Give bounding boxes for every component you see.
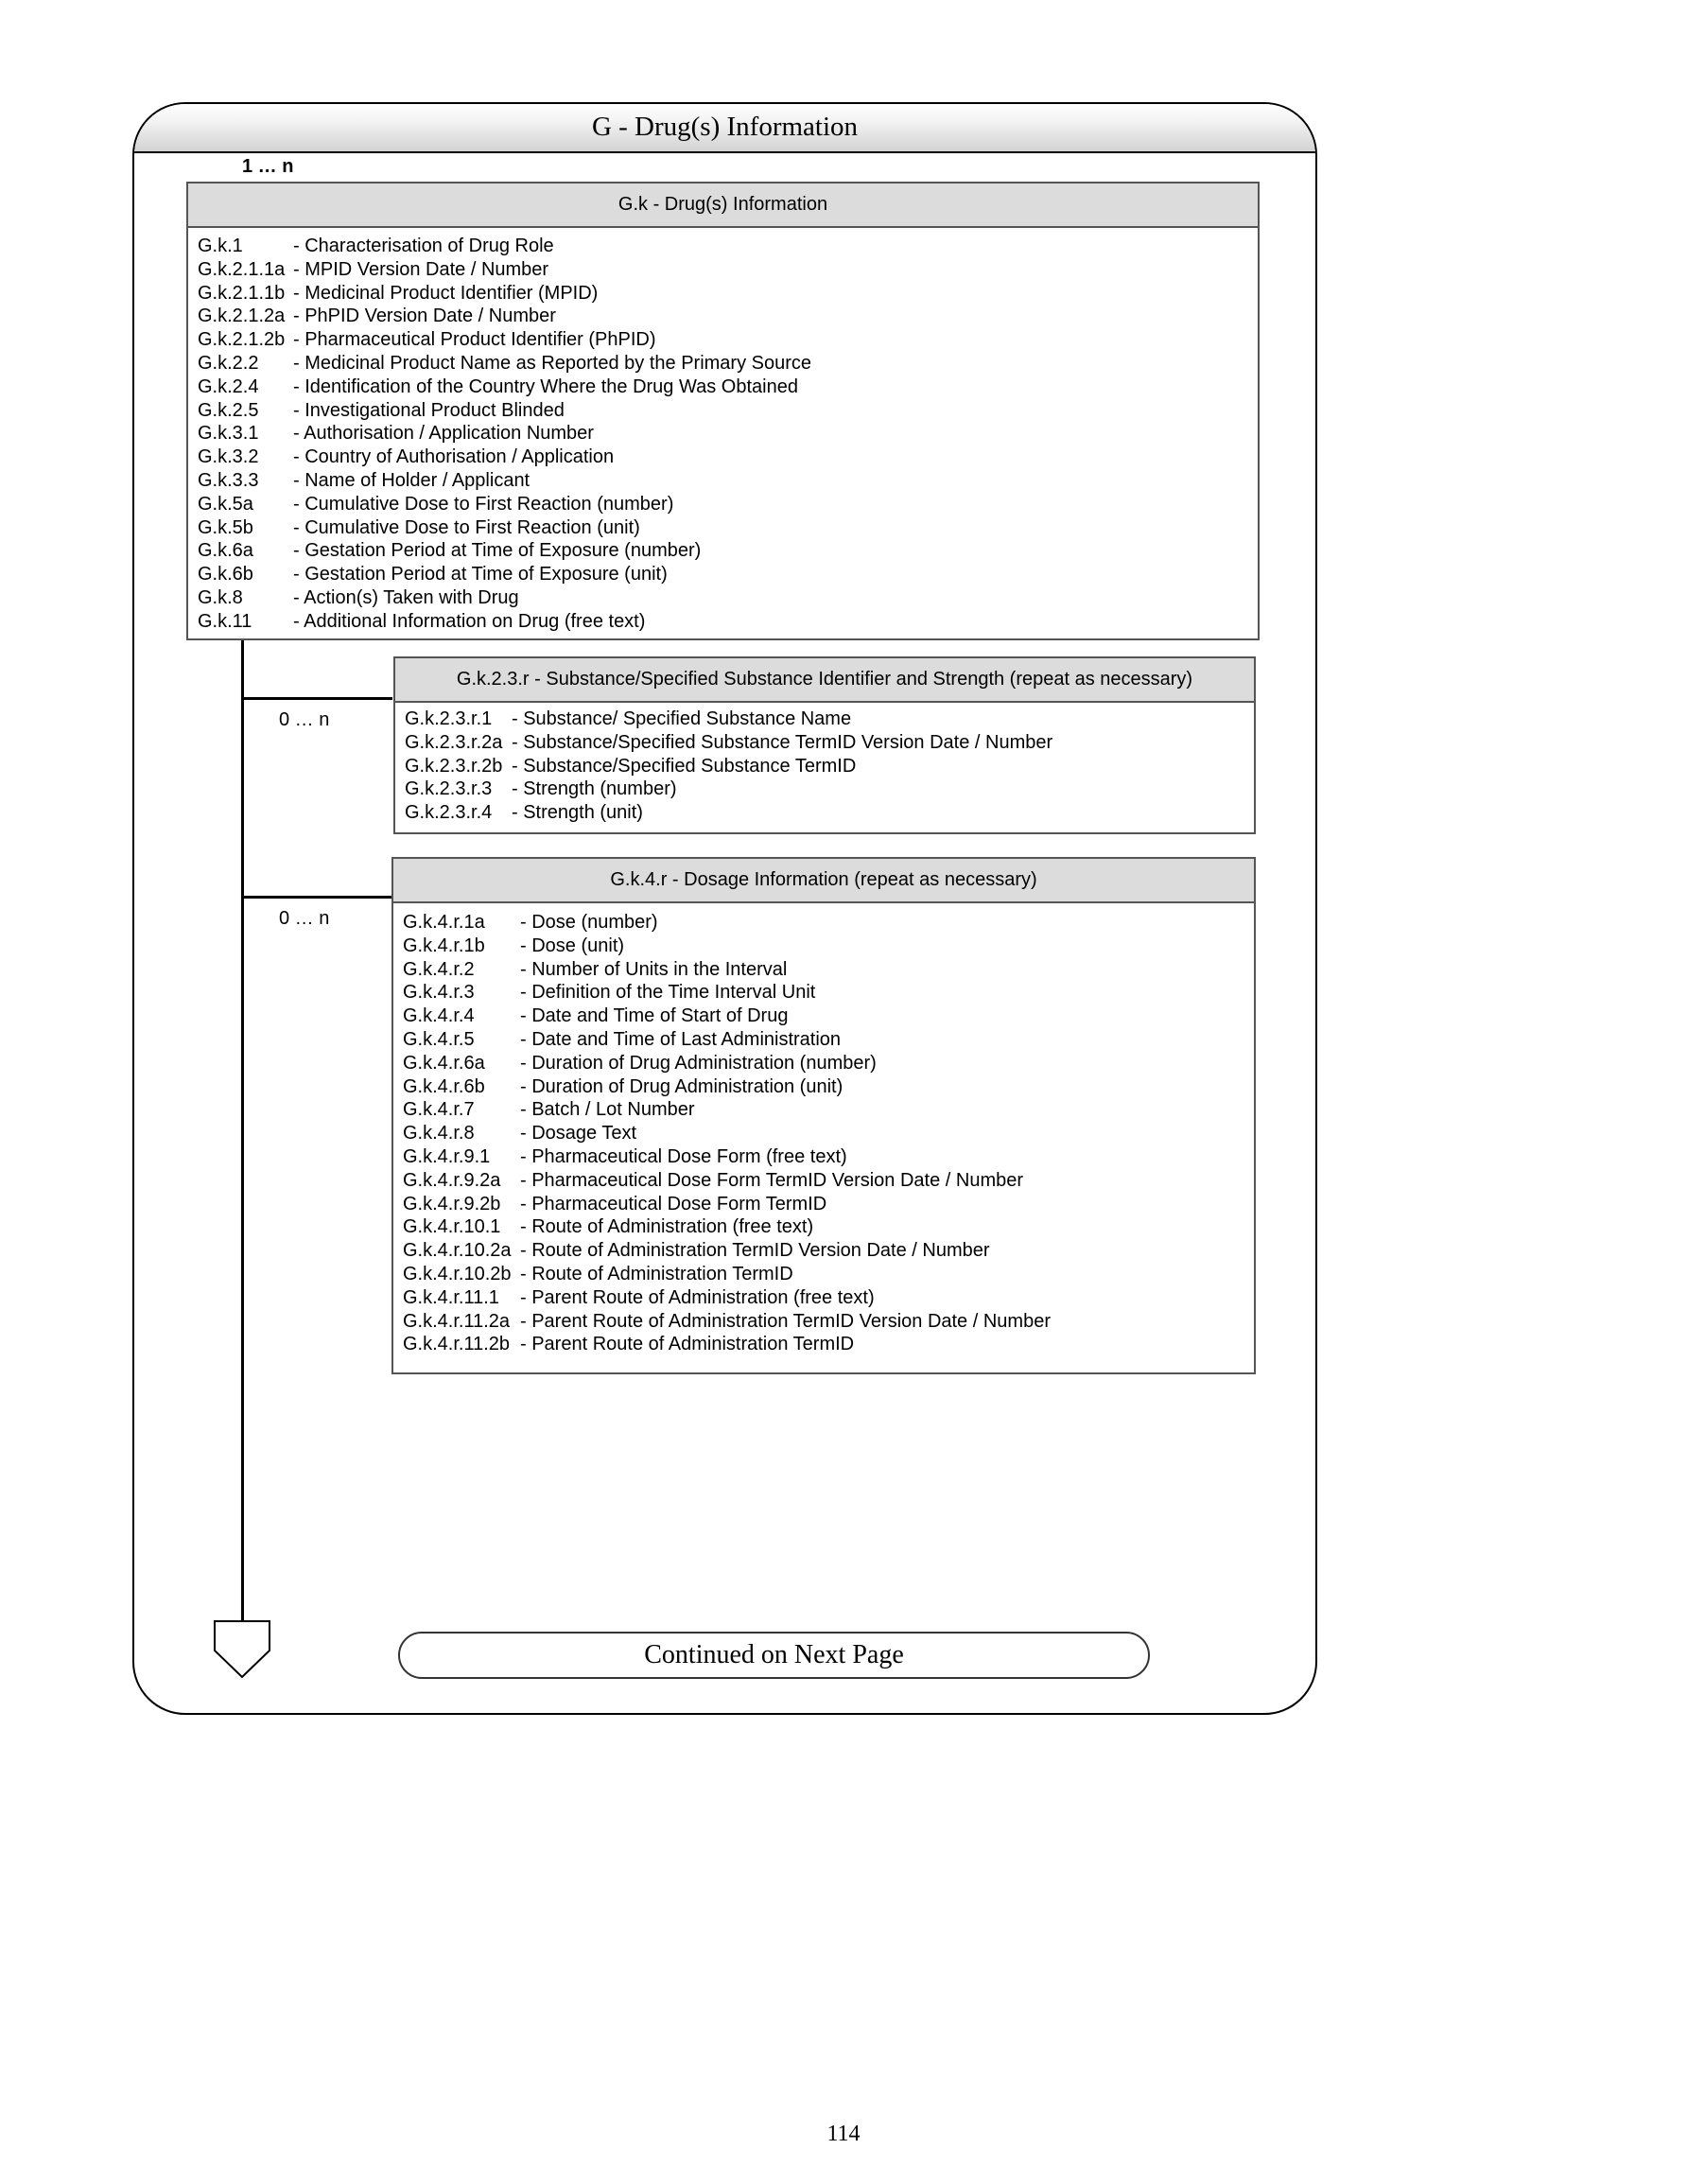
field-description: - Parent Route of Administration TermID Version Date / Number [520, 1310, 1051, 1332]
field-code: G.k.4.r.2 [403, 958, 475, 980]
dosage-box [391, 857, 1256, 1374]
field-code: G.k.2.3.r.1 [405, 708, 493, 729]
field-row [198, 352, 1248, 376]
field-description: - Date and Time of Last Administration [520, 1028, 842, 1050]
page-number: 114 [826, 2122, 861, 2146]
field-description: - Definition of the Time Interval Unit [520, 982, 816, 1004]
substance-box-title: G.k.2.3.r - Substance/Specified Substance Identifier and Strength (repeat as necessary) [395, 658, 1254, 703]
field-row [403, 1028, 1244, 1052]
field-code: G.k.4.r.11.2a [403, 1310, 511, 1332]
field-description: - Strength (unit) [512, 802, 643, 824]
field-description: - Route of Administration TermID [520, 1263, 793, 1284]
field-description: - Substance/Specified Substance TermID [512, 755, 857, 777]
connector-dosage-branch [241, 896, 392, 899]
field-row [198, 493, 1248, 516]
field-code: G.k.4.r.1a [403, 912, 485, 933]
field-description: - Dosage Text [520, 1123, 637, 1144]
field-row [405, 755, 1244, 778]
field-row [403, 1169, 1244, 1193]
field-row [403, 935, 1244, 958]
field-code: G.k.2.1.2a [198, 306, 286, 327]
field-row [198, 305, 1248, 328]
field-description: - Parent Route of Administration TermID [520, 1334, 855, 1355]
field-description: - Country of Authorisation / Application [293, 446, 615, 468]
field-row [198, 563, 1248, 586]
field-description: - Substance/Specified Substance TermID Version Date / Number [512, 731, 1053, 753]
field-code: G.k.3.2 [198, 446, 259, 468]
field-description: - Investigational Product Blinded [293, 399, 565, 421]
field-description: - Pharmaceutical Dose Form TermID Version Date / Number [520, 1169, 1024, 1191]
field-description: - Dose (unit) [520, 935, 625, 956]
field-description: - Pharmaceutical Product Identifier (PhPID) [293, 329, 656, 351]
field-description: - Medicinal Product Name as Reported by the Primary Source [293, 352, 812, 374]
field-row [403, 1122, 1244, 1145]
field-code: G.k.1 [198, 236, 243, 256]
field-code: G.k.2.3.r.4 [405, 802, 493, 824]
field-description: - Duration of Drug Administration (number) [520, 1052, 877, 1074]
field-code: G.k.4.r.11.2b [403, 1334, 511, 1355]
field-row [198, 399, 1248, 423]
field-row [403, 1098, 1244, 1122]
continue-arrow-icon [212, 1619, 272, 1680]
field-row [198, 586, 1248, 610]
field-description: - Date and Time of Start of Drug [520, 1005, 789, 1027]
field-row [198, 282, 1248, 306]
field-code: G.k.4.r.1b [403, 935, 485, 956]
field-code: G.k.2.3.r.2a [405, 731, 503, 753]
field-row [198, 258, 1248, 282]
field-code: G.k.4.r.6b [403, 1075, 485, 1097]
drug-info-box [186, 182, 1260, 640]
field-description: - Route of Administration TermID Version Date / Number [520, 1240, 990, 1262]
field-description: - Authorisation / Application Number [293, 423, 594, 445]
field-row [198, 235, 1248, 258]
drug-info-field-list [198, 235, 1248, 634]
field-code: G.k.2.5 [198, 399, 259, 421]
field-code: G.k.4.r.9.2a [403, 1169, 501, 1191]
drug-multiplicity-label: 1 … n [242, 156, 294, 177]
field-description: - Dose (number) [520, 912, 658, 933]
field-description: - Name of Holder / Applicant [293, 469, 530, 491]
field-description: - Action(s) Taken with Drug [293, 586, 519, 608]
field-description: - Route of Administration (free text) [520, 1216, 814, 1238]
field-row [403, 1145, 1244, 1169]
field-code: G.k.4.r.4 [403, 1005, 475, 1027]
field-description: - Pharmaceutical Dose Form (free text) [520, 1145, 847, 1167]
field-code: G.k.4.r.9.2b [403, 1193, 501, 1214]
field-description: - Pharmaceutical Dose Form TermID [520, 1193, 827, 1214]
field-code: G.k.4.r.10.2b [403, 1263, 512, 1284]
field-row [403, 981, 1244, 1005]
field-row [403, 1310, 1244, 1334]
field-row [198, 422, 1248, 446]
field-code: G.k.2.1.2b [198, 329, 286, 351]
continued-on-next-page: Continued on Next Page [398, 1632, 1150, 1679]
substance-field-list [405, 708, 1244, 825]
field-row [403, 958, 1244, 982]
dosage-box-title: G.k.4.r - Dosage Information (repeat as necessary) [393, 859, 1254, 903]
field-description: - Duration of Drug Administration (unit) [520, 1075, 844, 1097]
field-row [198, 376, 1248, 399]
field-code: G.k.11 [198, 610, 252, 632]
field-row [198, 610, 1248, 634]
field-row [403, 1005, 1244, 1028]
connector-trunk-line [241, 640, 244, 1621]
section-title: G - Drug(s) Information [134, 104, 1315, 153]
field-description: - Characterisation of Drug Role [293, 236, 554, 256]
field-code: G.k.8 [198, 586, 243, 608]
field-code: G.k.2.2 [198, 352, 259, 374]
field-description: - Gestation Period at Time of Exposure (unit) [293, 564, 668, 585]
field-code: G.k.5b [198, 516, 253, 538]
field-description: - Batch / Lot Number [520, 1099, 695, 1121]
field-row [403, 911, 1244, 935]
field-code: G.k.2.4 [198, 376, 259, 397]
connector-substance-branch [241, 697, 392, 700]
field-code: G.k.4.r.5 [403, 1028, 475, 1050]
field-description: - Additional Information on Drug (free text) [293, 610, 646, 632]
field-code: G.k.2.1.1a [198, 258, 286, 280]
substance-box [393, 656, 1256, 834]
field-code: G.k.4.r.7 [403, 1099, 475, 1121]
substance-multiplicity-label: 0 … n [279, 709, 330, 730]
field-code: G.k.4.r.8 [403, 1123, 475, 1144]
field-row [403, 1239, 1244, 1263]
field-row [403, 1263, 1244, 1286]
field-code: G.k.4.r.3 [403, 982, 475, 1004]
dosage-field-list [403, 911, 1244, 1356]
field-description: - Gestation Period at Time of Exposure (number) [293, 540, 702, 562]
field-description: - PhPID Version Date / Number [293, 306, 556, 327]
field-row [403, 1052, 1244, 1075]
field-description: - Strength (number) [512, 778, 677, 800]
field-row [198, 516, 1248, 540]
field-description: - Substance/ Specified Substance Name [512, 708, 852, 729]
dosage-multiplicity-label: 0 … n [279, 908, 330, 929]
field-code: G.k.4.r.9.1 [403, 1145, 491, 1167]
field-row [405, 778, 1244, 801]
field-row [403, 1333, 1244, 1356]
field-description: - MPID Version Date / Number [293, 258, 549, 280]
field-description: - Number of Units in the Interval [520, 958, 788, 980]
field-code: G.k.2.1.1b [198, 282, 286, 304]
field-code: G.k.6b [198, 564, 253, 585]
field-code: G.k.4.r.6a [403, 1052, 485, 1074]
field-row [198, 469, 1248, 493]
field-description: - Cumulative Dose to First Reaction (unit) [293, 516, 640, 538]
drug-info-box-title: G.k - Drug(s) Information [188, 183, 1258, 228]
field-row [405, 708, 1244, 731]
field-row [403, 1193, 1244, 1216]
field-description: - Cumulative Dose to First Reaction (number) [293, 493, 674, 515]
field-description: - Medicinal Product Identifier (MPID) [293, 282, 599, 304]
field-row [198, 539, 1248, 563]
field-code: G.k.4.r.11.1 [403, 1286, 499, 1308]
field-row [403, 1215, 1244, 1239]
field-row [198, 328, 1248, 352]
field-code: G.k.5a [198, 493, 253, 515]
field-code: G.k.3.1 [198, 423, 259, 445]
field-row [198, 446, 1248, 469]
field-code: G.k.3.3 [198, 469, 259, 491]
field-description: - Parent Route of Administration (free text) [520, 1286, 875, 1308]
field-code: G.k.2.3.r.3 [405, 778, 493, 800]
field-code: G.k.2.3.r.2b [405, 755, 503, 777]
field-row [405, 801, 1244, 825]
field-code: G.k.4.r.10.2a [403, 1240, 512, 1262]
field-description: - Identification of the Country Where the Drug Was Obtained [293, 376, 798, 397]
field-row [405, 731, 1244, 755]
field-code: G.k.6a [198, 540, 253, 562]
field-row [403, 1075, 1244, 1099]
field-row [403, 1286, 1244, 1310]
field-code: G.k.4.r.10.1 [403, 1216, 501, 1238]
